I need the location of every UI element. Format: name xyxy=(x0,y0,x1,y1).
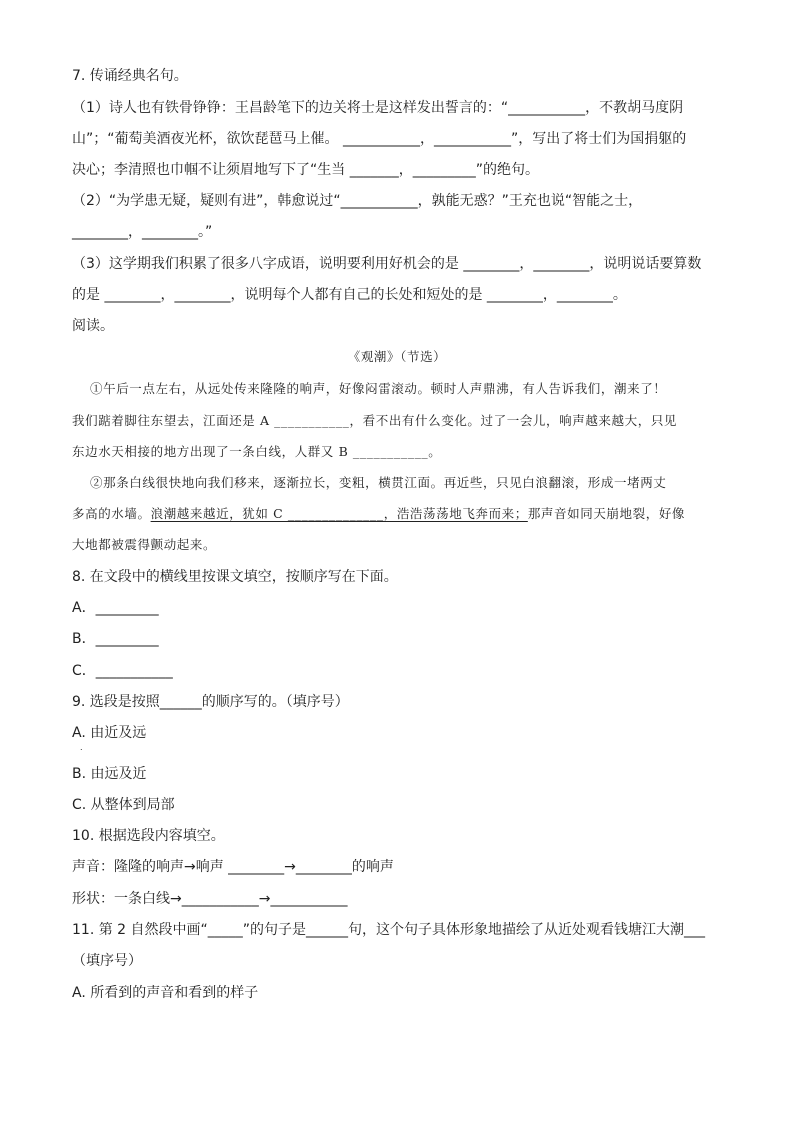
question-10-shape-line: 形状：一条白线→___________→___________ xyxy=(72,891,348,907)
question-7-part3-line2: 的是 ________，________，说明每个人都有自己的长处和短处的是 ________，________。 xyxy=(72,287,627,303)
question-7-part1-line1: （1）诗人也有铁骨铮铮：王昌龄笔下的边关将士是这样发出誓言的：“___________，不教胡马度阴 xyxy=(72,100,684,116)
question-8-blank-c: C．___________ xyxy=(72,663,173,679)
passage-p2-plain-before: 多高的水墙。 xyxy=(72,506,151,521)
passage-paragraph1-line1: ①午后一点左右，从远处传来隆隆的响声，好像闷雷滚动。顿时人声鼎沸，有人告诉我们，潮来了！ xyxy=(90,381,667,396)
passage-p2-plain-after: 那声音如同天崩地裂，好像 xyxy=(527,506,686,521)
question-7-part2-line1: （2）“为学患无疑，疑则有进”，韩愈说过“___________，孰能无惑？”王充也说“智能之士， xyxy=(72,193,643,209)
passage-paragraph2-line2 xyxy=(72,504,724,524)
question-10-title: 10. 根据选段内容填空。 xyxy=(72,828,225,844)
question-11-option-a: A. 所看到的声音和看到的样子 xyxy=(72,985,259,1001)
passage-paragraph2-line3: 大地都被震得颤动起来。 xyxy=(72,537,217,552)
passage-paragraph1-line2: 我们踮着脚往东望去，江面还是 A ___________，看不出有什么变化。过了一会儿，响声越来越大，只见 xyxy=(72,413,678,428)
stray-dot-mark: . xyxy=(80,743,83,752)
question-7-part1-line3: 决心；李清照也巾帼不让须眉地写下了“生当 _______，_________”的绝句。 xyxy=(72,162,539,178)
question-8-title: 8. 在文段中的横线里按课文填空，按顺序写在下面。 xyxy=(72,569,398,585)
question-10-sound-line: 声音：隆隆的响声→响声 ________→________的响声 xyxy=(72,859,394,875)
question-8-blank-a: A．_________ xyxy=(72,600,159,616)
passage-paragraph2-line1: ②那条白线很快地向我们移来，逐渐拉长，变粗，横贯江面。再近些，只见白浪翻滚，形成一堵两丈 xyxy=(90,475,667,490)
passage-title: 《观潮》（节选） xyxy=(347,349,447,364)
question-7-title: 7. 传诵经典名句。 xyxy=(72,68,188,84)
question-11-line1: 11. 第 2 自然段中画“_____”的句子是______句，这个句子具体形象地描绘了从近处观看钱塘江大潮___ xyxy=(72,922,706,938)
question-9-option-c: C. 从整体到局部 xyxy=(72,797,175,813)
question-7-part3-line1: （3）这学期我们积累了很多八字成语，说明要利用好机会的是 ________，________，说明说话要算数 xyxy=(72,256,702,272)
question-8-blank-b: B．_________ xyxy=(72,631,159,647)
question-11-line2: （填序号） xyxy=(72,953,142,969)
passage-underlined-sentence: 浪潮越来越近，犹如 C ______________，浩浩荡荡地飞奔而来； xyxy=(150,506,528,521)
question-9-option-b: B. 由远及近 xyxy=(72,766,147,782)
question-7-part2-line2: ________，________。” xyxy=(72,224,213,240)
passage-paragraph1-line3: 东边水天相接的地方出现了一条白线，人群又 B ___________。 xyxy=(72,444,442,459)
read-label: 阅读。 xyxy=(72,318,114,334)
question-9-title: 9. 选段是按照______的顺序写的。（填序号） xyxy=(72,694,349,710)
question-9-option-a: A. 由近及远 xyxy=(72,725,147,741)
question-7-part1-line2: 山”；“葡萄美酒夜光杯，欲饮琵琶马上催。 ___________，___________”，写出了将士们为国捐躯的 xyxy=(72,131,687,147)
